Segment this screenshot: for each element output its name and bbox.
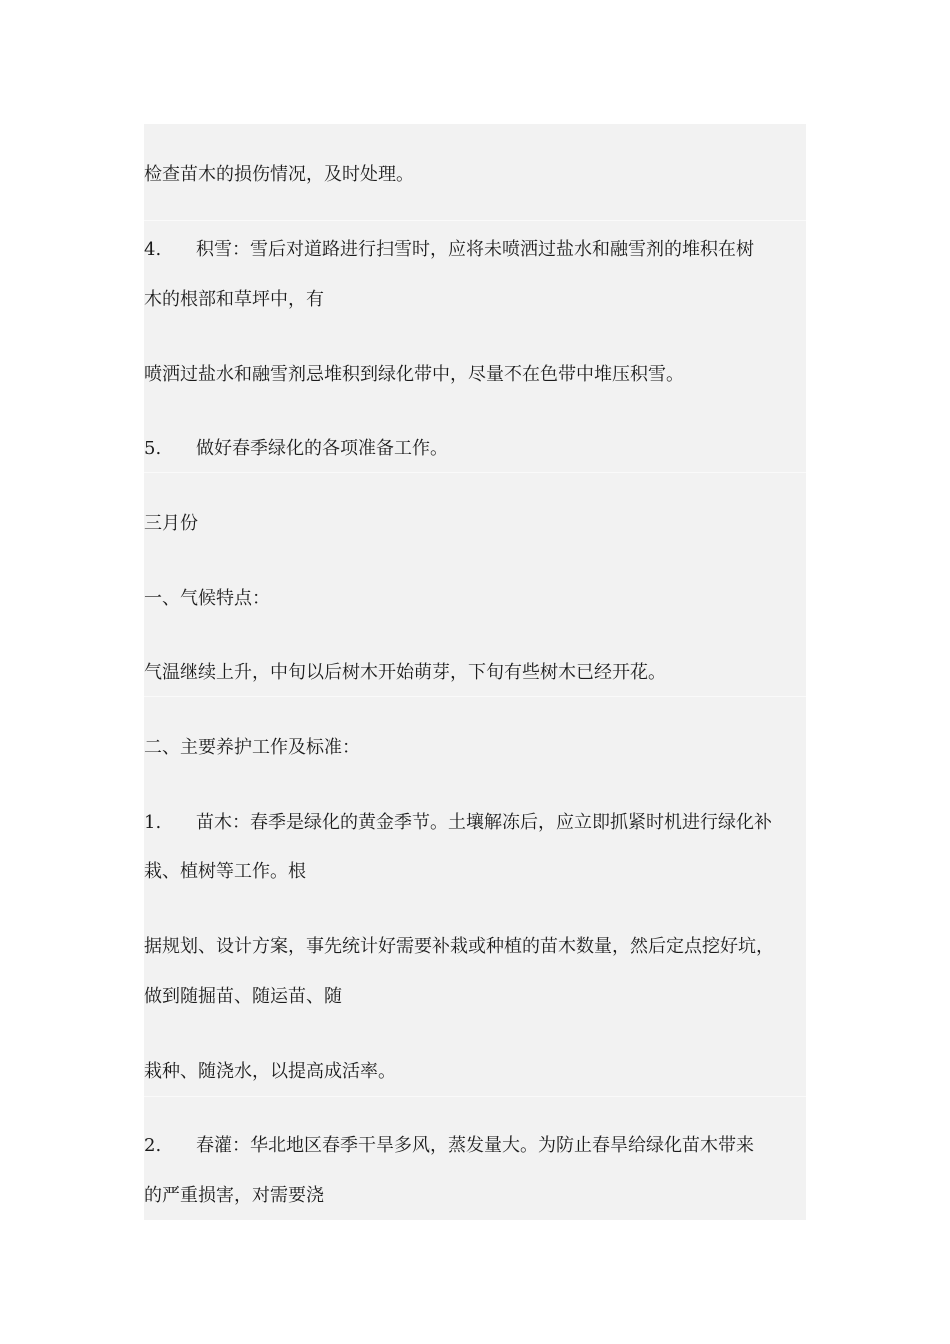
text-line: 栽种、随浇水，以提高成活率。 [144,1061,396,1082]
text-line: 的严重损害，对需要浇 [144,1185,324,1206]
text-line: 检查苗木的损伤情况，及时处理。 [144,164,414,185]
text-line: 喷洒过盐水和融雪剂忌堆积到绿化带中，尽量不在色带中堆压积雪。 [144,364,684,385]
section-heading-climate: 一、气候特点： [144,588,270,609]
text-line: 气温继续上升，中旬以后树木开始萌芽，下旬有些树木已经开花。 [144,662,666,683]
section-heading-maintenance: 二、主要养护工作及标准： [144,737,360,758]
separator [144,1096,806,1097]
list-number: 1. [144,812,162,833]
separator [144,696,806,697]
separator [144,220,806,221]
list-item-5: 5. 做好春季绿化的各项准备工作。 [144,438,448,459]
list-item-4: 4. 积雪：雪后对道路进行扫雪时，应将未喷洒过盐水和融雪剂的堆积在树 [144,239,754,260]
section-heading-march: 三月份 [144,513,198,534]
list-item-1: 1. 苗木：春季是绿化的黄金季节。土壤解冻后，应立即抓紧时机进行绿化补 [144,812,772,833]
text-line: 据规划、设计方案，事先统计好需要补栽或种植的苗木数量，然后定点挖好坑， [144,936,774,957]
text-line: 栽、植树等工作。根 [144,861,306,882]
text-line: 做到随掘苗、随运苗、随 [144,986,342,1007]
text-line: 木的根部和草坪中，有 [144,289,324,310]
list-number: 5. [144,438,162,459]
separator [144,472,806,473]
list-number: 2. [144,1135,162,1156]
list-item-2: 2. 春灌：华北地区春季干旱多风，蒸发量大。为防止春旱给绿化苗木带来 [144,1135,754,1156]
list-number: 4. [144,239,162,260]
